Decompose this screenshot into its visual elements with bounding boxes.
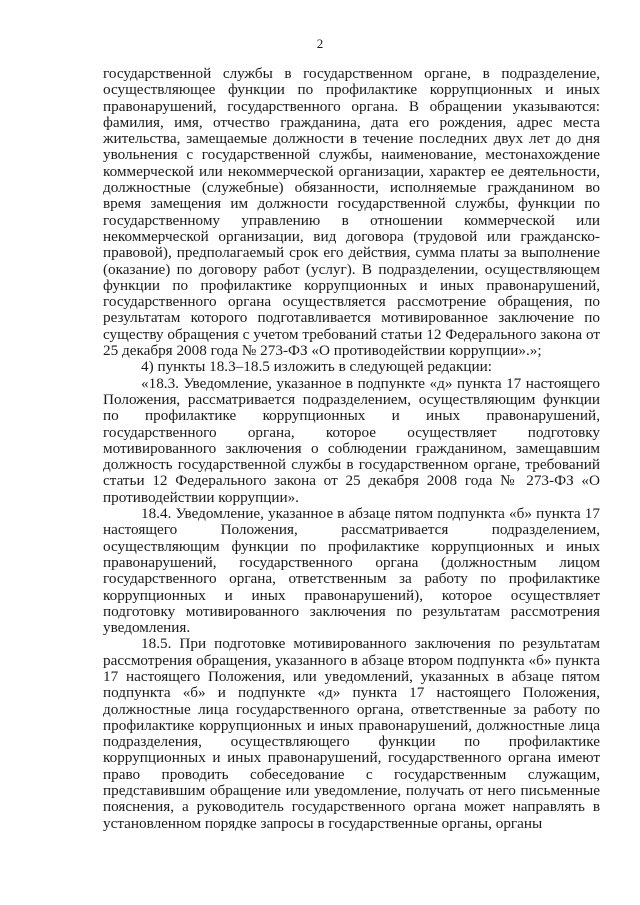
paragraph-item-4: 4) пункты 18.3–18.5 изложить в следующей редакции:	[141, 358, 493, 376]
document-body	[103, 66, 600, 832]
page-number: 2	[316, 36, 324, 51]
paragraph-18-3: «18.3. Уведомление, указанное в подпункте «д» пункта 17 настоящего Положения, рассматривается подразделением, осуществляющим функции по профилактике коррупционных и иных правонарушений, государственного органа, которое осуществляет подготовку мотивированного заключения о соблюдении гражданином, замещавшим должность государственной службы в государственном органе, требований статьи 12 Федерального закона от 25 декабря 2008 года № 273-ФЗ «О противодействии коррупции».	[103, 374, 600, 506]
paragraph-continuation: государственной службы в государственном органе, в подразделение, осуществляющее функции по профилактике коррупционных и иных правонарушений, государственного органа. В обращении указываются: фамилия, имя, отчество гражданина, дата его рождения, адрес места жительства, замещаемые должности в течение последних двух лет до дня увольнения с государственной службы, наименование, местонахождение коммерческой или некоммерческой организации, характер ее деятельности, должностные (служебные) обязанности, исполняемые гражданином во время замещения им должности государственной службы, функции по государственному управлению в отношении коммерческой или некоммерческой организации, вид договора (трудовой или гражданско-правовой), предполагаемый срок его действия, сумма платы за выполнение (оказание) по договору работ (услуг). В подразделении, осуществляющем функции по профилактике коррупционных и иных правонарушений, государственного органа осуществляется рассмотрение обращения, по результатам которого подготавливается мотивированное заключение по существу обращения с учетом требований статьи 12 Федерального закона от 25 декабря 2008 года № 273-ФЗ «О противодействии коррупции».»;	[103, 65, 600, 360]
paragraph-18-5: 18.5. При подготовке мотивированного заключения по результатам рассмотрения обращения, указанного в абзаце втором подпункта «б» пункта 17 настоящего Положения, или уведомлений, указанных в абзаце пятом подпункта «б» и подпункте «д» пункта 17 настоящего Положения, должностные лица государственного органа, ответственные за работу по профилактике коррупционных и иных правонарушений, должностные лица подразделения, осуществляющего функции по профилактике коррупционных и иных правонарушений, государственного органа имеют право проводить собеседование с государственным служащим, представившим обращение или уведомление, получать от него письменные пояснения, а руководитель государственного органа может направлять в установленном порядке запросы в государственные органы, органы	[103, 635, 600, 832]
paragraph-18-4: 18.4. Уведомление, указанное в абзаце пятом подпункта «б» пункта 17 настоящего Положения, рассматривается подразделением, осуществляющим функции по профилактике коррупционных и иных правонарушений, государственного органа (должностным лицом государственного органа, ответственным за работу по профилактике коррупционных и иных правонарушений), которое осуществляет подготовку мотивированного заключения по результатам рассмотрения уведомления.	[103, 505, 600, 637]
